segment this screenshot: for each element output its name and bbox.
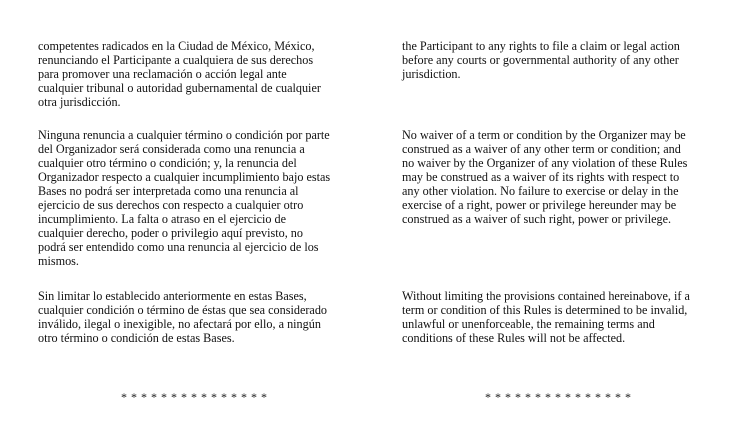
text-line: renunciando el Participante a cualquiera de sus derechos: [38, 53, 314, 67]
text-line: mismos.: [38, 254, 79, 268]
text-line: exercise of a right, power or privilege hereunder may be: [402, 198, 677, 212]
paragraph-jurisdiction-en: [402, 39, 714, 81]
text-line: podrá ser entendido como una renuncia al ejercicio de los: [38, 240, 319, 254]
separator-stars-left: * * * * * * * * * * * * * * *: [121, 390, 268, 404]
text-line: competentes radicados en la Ciudad de México, México,: [38, 39, 315, 53]
text-line: cualquier condición o término de éstas que sea considerado: [38, 303, 328, 317]
text-line: otra jurisdicción.: [38, 95, 121, 109]
text-line: term or condition of this Rules is determined to be invalid,: [402, 303, 688, 317]
text-line: construed as a waiver of any other term or condition; and: [402, 142, 681, 156]
text-line: before any courts or governmental authority of any other: [402, 53, 679, 67]
text-line: may be construed as a waiver of its rights with respect to: [402, 170, 680, 184]
text-line: incumplimiento. La falta o atraso en el ejercicio de: [38, 212, 287, 226]
paragraph-severability-es: [38, 289, 350, 345]
paragraph-waiver-en: [402, 128, 714, 226]
text-line: jurisdiction.: [402, 67, 461, 81]
text-line: inválido, ilegal o inexigible, no afectará por ello, a ningún: [38, 317, 321, 331]
text-line: para promover una reclamación o acción legal ante: [38, 67, 287, 81]
paragraph-severability-en: [402, 289, 714, 345]
text-line: Bases no podrá ser interpretada como una renuncia al: [38, 184, 299, 198]
paragraph-waiver-es: [38, 128, 350, 268]
text-line: conditions of these Rules will not be affected.: [402, 331, 626, 345]
separator-stars-right: * * * * * * * * * * * * * * *: [485, 390, 632, 404]
text-line: cualquier tribunal o autoridad gubernamental de cualquier: [38, 81, 321, 95]
text-line: no waiver by the Organizer of any violation of these Rules: [402, 156, 688, 170]
text-line: cualquier derecho, poder o privilegio aquí previsto, no: [38, 226, 303, 240]
text-line: Sin limitar lo establecido anteriormente en estas Bases,: [38, 289, 307, 303]
text-line: ejercicio de sus derechos con respecto a cualquier otro: [38, 198, 304, 212]
text-line: any other violation. No failure to exercise or delay in the: [402, 184, 679, 198]
text-line: Organizador respecto a cualquier incumplimiento bajo estas: [38, 170, 331, 184]
text-line: cualquier otro término o condición; y, la renuncia del: [38, 156, 297, 170]
text-line: del Organizador será considerada como una renuncia a: [38, 142, 305, 156]
text-line: otro término o condición de estas Bases.: [38, 331, 235, 345]
text-line: the Participant to any rights to file a claim or legal action: [402, 39, 680, 53]
text-line: unlawful or unenforceable, the remaining terms and: [402, 317, 655, 331]
paragraph-jurisdiction-es: [38, 39, 350, 109]
text-line: Ninguna renuncia a cualquier término o condición por parte: [38, 128, 330, 142]
text-line: Without limiting the provisions contained hereinabove, if a: [402, 289, 690, 303]
text-line: No waiver of a term or condition by the Organizer may be: [402, 128, 686, 142]
text-line: construed as a waiver of such right, power or privilege.: [402, 212, 672, 226]
